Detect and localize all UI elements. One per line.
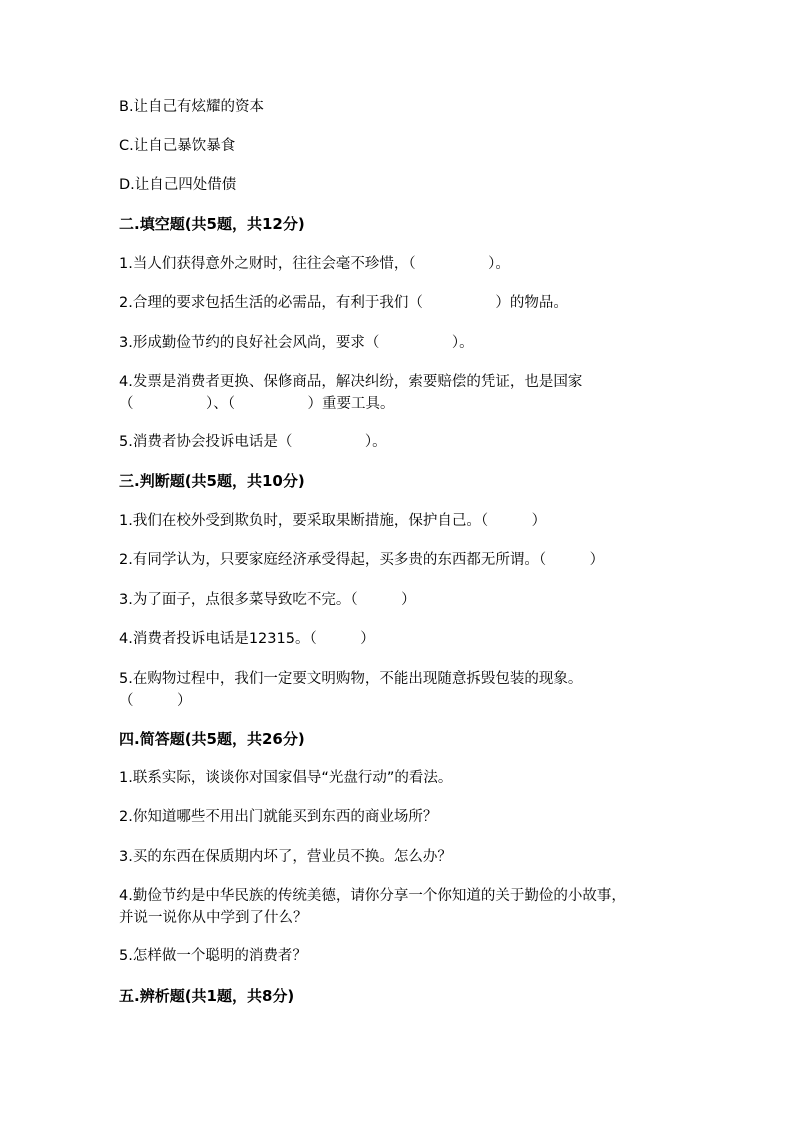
short-answer-question: 5.怎样做一个聪明的消费者？ [119,948,307,964]
judgement-question: 3.为了面子，点很多菜导致吃不完。（ ） [119,592,416,608]
fill-blank-question: 1.当人们获得意外之财时，往往会毫不珍惜，（ ）。 [119,256,510,272]
short-answer-question: 2.你知道哪些不用出门就能买到东西的商业场所？ [119,809,438,825]
judgement-question: 2.有同学认为，只要家庭经济承受得起，买多贵的东西都无所谓。（ ） [119,552,605,568]
judgement-question: 1.我们在校外受到欺负时，要采取果断措施，保护自己。（ ） [119,513,547,529]
section-heading-fill-blank: 二.填空题(共5题，共12分) [119,215,305,233]
option-d: D.让自己四处借债 [119,177,237,193]
fill-blank-question: 4.发票是消费者更换、保修商品，解决纠纷，索要赔偿的凭证，也是国家（ ）、（ ）重要工具。 [119,374,583,412]
option-b: B.让自己有炫耀的资本 [119,99,265,115]
short-answer-question: 1.联系实际，谈谈你对国家倡导“光盘行动”的看法。 [119,770,453,786]
short-answer-question: 3.买的东西在保质期内坏了，营业员不换。怎么办？ [119,849,452,865]
short-answer-question: 4.勤俭节约是中华民族的传统美德，请你分享一个你知道的关于勤俭的小故事，并说一说你从中学到了什么？ [119,888,626,926]
section-heading-short-answer: 四.简答题(共5题，共26分) [119,730,305,748]
judgement-question: 4.消费者投诉电话是12315。（ ） [119,631,375,647]
option-c: C.让自己暴饮暴食 [119,138,236,154]
fill-blank-question: 5.消费者协会投诉电话是（ ）。 [119,434,387,450]
section-heading-judgement: 三.判断题(共5题，共10分) [119,472,305,490]
fill-blank-question: 2.合理的要求包括生活的必需品，有利于我们（ ）的物品。 [119,295,568,311]
section-heading-analysis: 五.辨析题(共1题，共8分) [119,987,295,1005]
fill-blank-question: 3.形成勤俭节约的良好社会风尚，要求（ ）。 [119,335,474,351]
judgement-question: 5.在购物过程中，我们一定要文明购物，不能出现随意拆毁包装的现象。（ ） [119,671,583,709]
